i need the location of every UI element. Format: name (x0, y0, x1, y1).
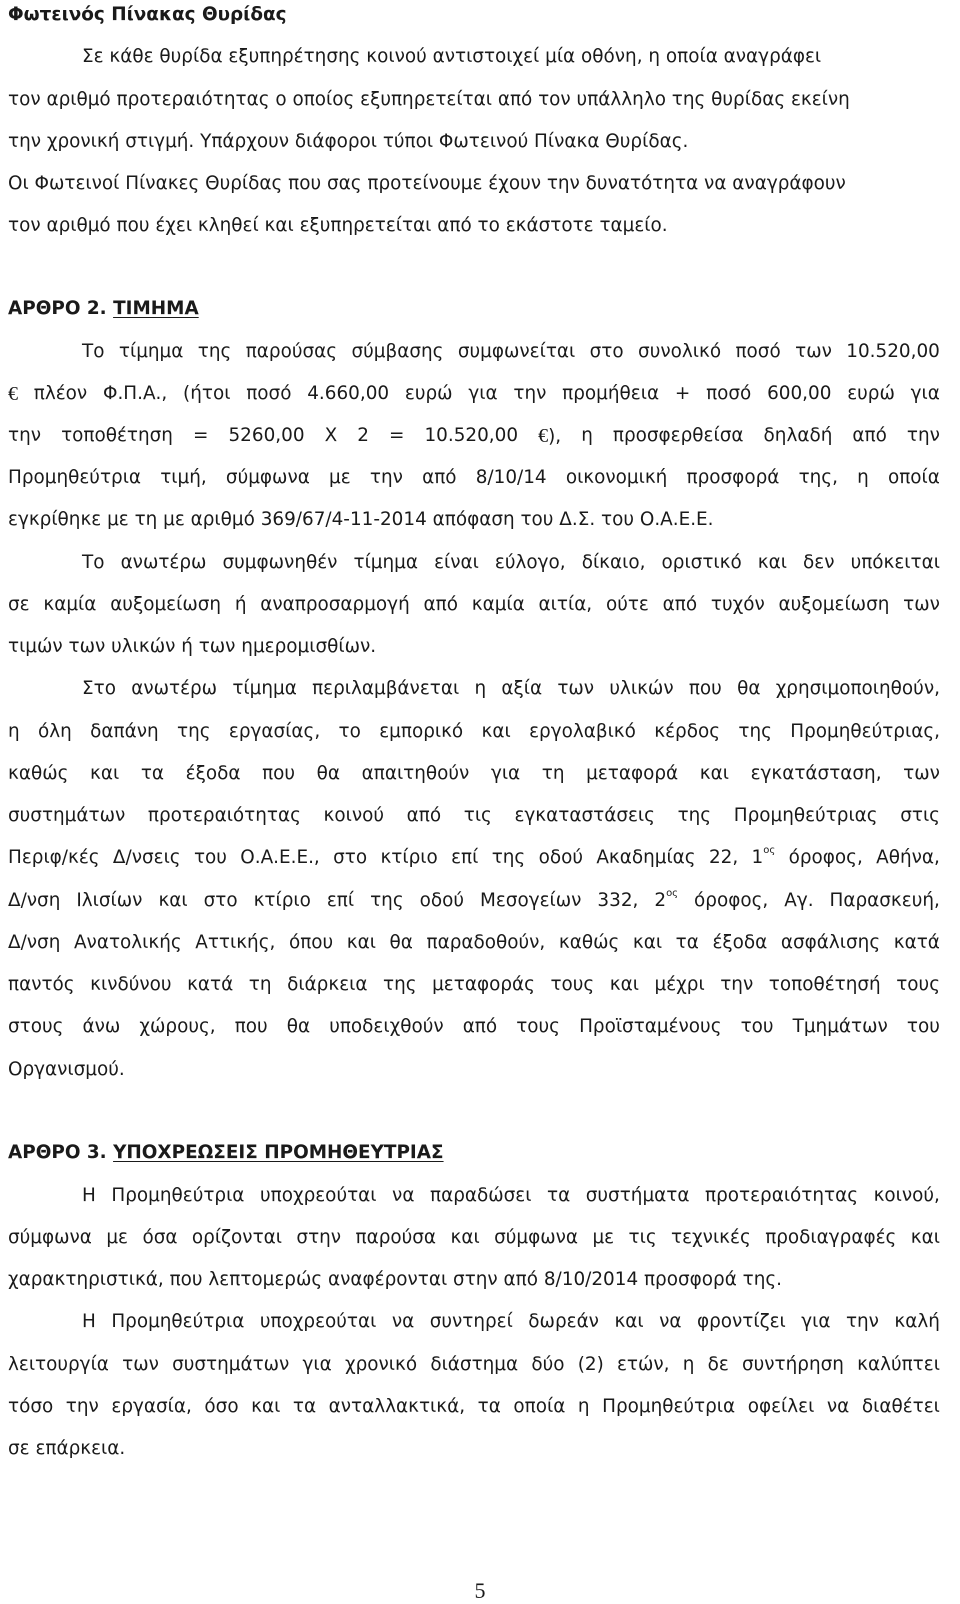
word: για (490, 763, 521, 784)
word: αυξομείωση (778, 594, 890, 615)
last-line: σε επάρκεια. (8, 1438, 126, 1459)
word: οποία (887, 467, 940, 488)
word: σε (8, 594, 30, 615)
word: καλύπτει (857, 1354, 940, 1375)
word: συντηρεί (429, 1311, 513, 1332)
justified-line (8, 340, 940, 364)
word: €), (538, 425, 562, 447)
word: αξία (501, 678, 543, 699)
justified-line (8, 720, 940, 744)
word: κινδύνου (90, 974, 172, 995)
word: Το (82, 341, 105, 362)
word: των (795, 341, 832, 362)
word: οικονομική (565, 467, 668, 488)
word: επί (326, 890, 355, 911)
word: με (106, 1227, 129, 1248)
word: στην (296, 1227, 342, 1248)
word: συστημάτων (172, 1354, 290, 1375)
justified-line (8, 1353, 940, 1377)
justified-line (8, 973, 940, 997)
word: Στο (82, 678, 116, 699)
word: Ιλισίων (76, 890, 143, 911)
word: και (158, 890, 188, 911)
word: Δ/νση (8, 932, 61, 953)
justified-line (8, 1015, 940, 1039)
article-3-heading (8, 1141, 940, 1165)
word: τα (675, 932, 699, 953)
word: μεταφορά (586, 763, 679, 784)
word: τίμημα (232, 678, 297, 699)
word: τους (550, 974, 595, 995)
word: Προμηθεύτρια (111, 1311, 245, 1332)
word: την (8, 425, 42, 446)
word: Η (82, 1185, 96, 1206)
word: τίμημα (118, 341, 184, 362)
word: Ο.Α.Ε.Ε., (240, 847, 320, 868)
word: χώρους, (139, 1016, 216, 1037)
word: σύμβασης (351, 341, 444, 362)
word: έξοδα (712, 932, 768, 953)
word: τα (547, 1185, 571, 1206)
word: οδού (538, 847, 583, 868)
word: όσο (204, 1396, 239, 1417)
word: Προμηθεύτριας (733, 805, 878, 826)
word: $1^{o\varsigma}$ (751, 845, 776, 868)
word: εργασίας, (228, 721, 321, 742)
word: ετών, (616, 1354, 670, 1375)
word: της (197, 341, 232, 362)
word: η (857, 467, 869, 488)
word: να (659, 1311, 682, 1332)
word: την (845, 1311, 879, 1332)
word: Το (82, 552, 105, 573)
word: παρούσας (245, 341, 338, 362)
word: τίμημα (353, 552, 418, 573)
intro-line: Οι Φωτεινοί Πίνακες Θυρίδας που σας προτείνουμε έχουν την δυνατότητα να αναγράφουν (8, 173, 846, 194)
word: η (577, 1396, 590, 1417)
word: από (423, 594, 458, 615)
word: συμφωνηθέν (222, 552, 338, 573)
last-line: Οργανισμού. (8, 1059, 125, 1080)
article-3-label: ΑΡΘΡΟ 3. (8, 1142, 107, 1163)
word: προσφορά (686, 467, 780, 488)
word: από (422, 467, 457, 488)
word: αιτία, (538, 594, 593, 615)
word: του (906, 1016, 940, 1037)
word: κοινού (323, 805, 385, 826)
word: θα (389, 932, 413, 953)
word: υλικών (609, 678, 674, 699)
word: 332, (597, 890, 639, 911)
word: Προμηθεύτριας, (790, 721, 940, 742)
last-line: χαρακτηριστικά, που λεπτομερώς αναφέρονται στην από 8/10/2014 προσφορά της. (8, 1269, 783, 1290)
word: με (329, 467, 351, 488)
word: η (581, 425, 593, 446)
justified-line (8, 889, 940, 913)
word: σύμφωνα (225, 467, 310, 488)
justified-line (8, 382, 940, 407)
word: την (369, 467, 403, 488)
word: Παρασκευή, (829, 890, 940, 911)
word: υπόκειται (850, 552, 940, 573)
word: $2^{o\varsigma}$ (654, 888, 679, 911)
word: την (65, 1396, 99, 1417)
word: για (801, 1311, 831, 1332)
justified-line (8, 677, 940, 701)
word: εγκαταστάσεις (514, 805, 655, 826)
word: τοποθέτηση (61, 425, 173, 446)
intro-line: τον αριθμό προτεραιότητας ο οποίος εξυπηρετείται από τον υπάλληλο της θυρίδας εκείνη (8, 89, 850, 110)
word: δηλαδή (763, 425, 833, 446)
word: καθώς (8, 763, 69, 784)
word: για (468, 383, 498, 404)
word: ορίζονται (191, 1227, 282, 1248)
word: την (513, 383, 547, 404)
word: κτίριο (380, 847, 438, 868)
word: τυχόν (710, 594, 765, 615)
word: να (392, 1185, 415, 1206)
word: χρονικό (344, 1354, 418, 1375)
word: Ακαδημίας (596, 847, 696, 868)
justified-line (8, 762, 940, 786)
word: όπου (288, 932, 334, 953)
intro-line: τον αριθμό που έχει κληθεί και εξυπηρετείται από το εκάστοτε ταμείο. (8, 215, 668, 236)
word: κοινού, (873, 1185, 940, 1206)
word: για (302, 1354, 332, 1375)
word: και (481, 721, 511, 742)
word: τα (140, 763, 165, 784)
word: ευρώ (404, 383, 453, 404)
word: Προμηθεύτρια (111, 1185, 245, 1206)
word: της (370, 890, 404, 911)
word: + (674, 383, 691, 404)
word: παραδώσει (430, 1185, 532, 1206)
word: της (491, 847, 526, 868)
word: της (383, 974, 417, 995)
word: τους (516, 1016, 560, 1037)
word: σύμφωνα (494, 1227, 579, 1248)
word: καμία (43, 594, 97, 615)
word: το (338, 721, 361, 742)
word: (2) (577, 1354, 604, 1375)
word: περιλαμβάνεται (312, 678, 460, 699)
word: 600,00 (767, 383, 832, 404)
word: καμία (471, 594, 525, 615)
word: που (262, 763, 296, 784)
word: συστημάτων (8, 805, 126, 826)
word: αναπροσαρμογή (260, 594, 410, 615)
word: φροντίζει (696, 1311, 786, 1332)
word: υποδειχθούν (329, 1016, 444, 1037)
word: παρούσα (355, 1227, 437, 1248)
word: έξοδα (185, 763, 241, 784)
word: κατά (187, 974, 234, 995)
word: να (391, 1311, 415, 1332)
article-2-label: ΑΡΘΡΟ 2. (8, 298, 107, 319)
word: θα (737, 678, 761, 699)
word: (ήτοι (183, 383, 231, 404)
word: € (8, 383, 18, 405)
word: οδού (419, 890, 465, 911)
word: της (177, 721, 211, 742)
word: Αττικής, (195, 932, 276, 953)
word: ποσό (706, 383, 752, 404)
word: είναι (434, 552, 479, 573)
page-number: 5 (474, 1578, 486, 1603)
word: ανωτέρω (131, 678, 218, 699)
word: στο (203, 890, 238, 911)
section-heading: Φωτεινός Πίνακας Θυρίδας (8, 4, 287, 25)
word: διάστημα (430, 1354, 519, 1375)
word: εγκατάσταση, (750, 763, 882, 784)
article-2-heading (8, 297, 940, 321)
word: ποσό (735, 341, 781, 362)
word: του (740, 1016, 774, 1037)
word: και (614, 1311, 644, 1332)
word: άνω (82, 1016, 121, 1037)
word: στο (589, 341, 624, 362)
word: και (450, 1227, 480, 1248)
word: οποία (513, 1396, 566, 1417)
word: και (346, 932, 376, 953)
word: και (609, 974, 639, 995)
word: συνολικό (638, 341, 722, 362)
word: Η (82, 1311, 96, 1332)
word: 10.520,00 (846, 341, 940, 362)
word: υποχρεούται (259, 1185, 377, 1206)
justified-line (8, 931, 940, 955)
word: και (632, 932, 663, 953)
word: 2 (357, 425, 369, 446)
word: τιμή, (160, 467, 207, 488)
word: Χ (324, 425, 338, 446)
word: και (699, 763, 729, 784)
last-line: εγκρίθηκε με τη με αριθμό 369/67/4-11-2014 απόφαση του Δ.Σ. του Ο.Α.Ε.Ε. (8, 509, 714, 530)
word: 5260,00 (228, 425, 305, 446)
word: στο (333, 847, 368, 868)
word: Τμημάτων (792, 1016, 888, 1037)
word: χρησιμοποιηθούν, (775, 678, 940, 699)
word: Αθήνα, (876, 847, 940, 868)
word: η (474, 678, 487, 699)
word: κατά (893, 932, 940, 953)
word: εμπορικό (379, 721, 464, 742)
word: Μεσογείων (480, 890, 582, 911)
word: και (910, 1227, 940, 1248)
word: επί (451, 847, 479, 868)
word: τη (248, 974, 272, 995)
word: μέχρι (654, 974, 705, 995)
word: όροφος, (788, 847, 863, 868)
word: των (557, 678, 595, 699)
word: τόσο (8, 1396, 54, 1417)
intro-line: την χρονική στιγμή. Υπάρχουν διάφοροι τύποι Φωτεινού Πίνακα Θυρίδας. (8, 131, 689, 152)
word: στους (8, 1016, 64, 1037)
word: συμφωνείται (457, 341, 576, 362)
word: και (251, 1396, 281, 1417)
word: εργασία, (111, 1396, 192, 1417)
word: προδιαγραφές (765, 1227, 897, 1248)
word: και (757, 552, 787, 573)
word: παντός (8, 974, 75, 995)
word: παραδοθούν, (426, 932, 546, 953)
word: 22, (708, 847, 739, 868)
justified-line (8, 804, 940, 828)
word: 8/10/14 (475, 467, 547, 488)
word: Προμηθεύτρια (8, 467, 142, 488)
word: τις (628, 1227, 657, 1248)
word: από (462, 1016, 498, 1037)
word: εργολαβικό (529, 721, 636, 742)
word: απαιτηθούν (361, 763, 470, 784)
word: της, (798, 467, 838, 488)
word: η (8, 721, 20, 742)
word: ανταλλακτικά, (328, 1396, 466, 1417)
word: τοποθέτησή (768, 974, 881, 995)
word: Ανατολικής (73, 932, 182, 953)
word: δε (707, 1354, 729, 1375)
word: ευρώ (847, 383, 895, 404)
word: θα (316, 763, 341, 784)
justified-line (8, 1184, 940, 1208)
justified-line (8, 593, 940, 617)
word: που (688, 678, 722, 699)
word: δίκαιο, (581, 552, 646, 573)
word: Περιφ/κές (8, 847, 100, 868)
word: την (906, 425, 940, 446)
justified-line (8, 1310, 940, 1334)
word: Προϊσταμένους (579, 1016, 722, 1037)
word: ποσό (246, 383, 292, 404)
justified-line (8, 846, 940, 870)
word: = (193, 425, 209, 446)
word: τεχνικές (671, 1227, 751, 1248)
word: κτίριο (253, 890, 311, 911)
last-line: τιμών των υλικών ή των ημερομισθίων. (8, 636, 377, 657)
word: όροφος, (694, 890, 769, 911)
word: των (903, 763, 940, 784)
word: πλέον (33, 383, 88, 404)
word: σύμφωνα (8, 1227, 92, 1248)
word: διαθέτει (861, 1396, 940, 1417)
word: θα (286, 1016, 311, 1037)
justified-line (8, 1395, 940, 1419)
word: προτεραιότητας (147, 805, 301, 826)
word: ανωτέρω (120, 552, 207, 573)
word: διάρκεια (287, 974, 368, 995)
word: ή (234, 594, 247, 615)
word: δύο (531, 1354, 565, 1375)
word: Φ.Π.Α., (102, 383, 168, 404)
word: ασφάλισης (780, 932, 881, 953)
word: τα (477, 1396, 501, 1417)
word: των (903, 594, 940, 615)
word: συντήρηση (741, 1354, 844, 1375)
article-2-title: ΤΙΜΗΜΑ (113, 298, 199, 319)
justified-line (8, 1226, 940, 1250)
word: από (406, 805, 442, 826)
word: τα (292, 1396, 317, 1417)
word: τους (896, 974, 940, 995)
word: οφείλει (747, 1396, 815, 1417)
word: από (852, 425, 887, 446)
word: στις (900, 805, 940, 826)
justified-line (8, 551, 940, 575)
justified-line (8, 466, 940, 490)
word: 10.520,00 (424, 425, 519, 446)
word: προσφερθείσα (612, 425, 744, 446)
word: συστήματα (585, 1185, 690, 1206)
justified-line (8, 424, 940, 449)
word: κέρδος (654, 721, 721, 742)
word: 4.660,00 (307, 383, 390, 404)
word: καθώς (558, 932, 620, 953)
word: αυξομείωση (110, 594, 222, 615)
word: όλη (38, 721, 72, 742)
word: η (682, 1354, 695, 1375)
article-3-title: ΥΠΟΧΡΕΩΣΕΙΣ ΠΡΟΜΗΘΕΥΤΡΙΑΣ (113, 1142, 444, 1163)
word: δεν (803, 552, 835, 573)
word: προτεραιότητας (705, 1185, 859, 1206)
word: μεταφοράς (432, 974, 535, 995)
word: και (90, 763, 120, 784)
word: Δ/νση (8, 890, 61, 911)
word: Αγ. (784, 890, 814, 911)
word: των (122, 1354, 159, 1375)
word: ούτε (605, 594, 649, 615)
word: οριστικό (661, 552, 742, 573)
word: προμήθεια (562, 383, 660, 404)
word: που (234, 1016, 268, 1037)
word: με (592, 1227, 615, 1248)
word: εύλογο, (494, 552, 566, 573)
word: δωρεάν (528, 1311, 599, 1332)
word: όσα (142, 1227, 178, 1248)
word: Προμηθεύτρια (602, 1396, 736, 1417)
word: Δ/νσεις (112, 847, 181, 868)
word: λειτουργία (8, 1354, 109, 1375)
word: την (720, 974, 754, 995)
word: τη (541, 763, 565, 784)
word: υποχρεούται (259, 1311, 377, 1332)
word: για (910, 383, 940, 404)
word: της (738, 721, 772, 742)
word: να (826, 1396, 850, 1417)
word: τις (463, 805, 492, 826)
word: δαπάνη (90, 721, 159, 742)
intro-line: Σε κάθε θυρίδα εξυπηρέτησης κοινού αντιστοιχεί μία οθόνη, η οποία αναγράφει (82, 46, 822, 67)
word: = (388, 425, 405, 446)
word: από (662, 594, 698, 615)
word: της (677, 805, 712, 826)
word: καλή (894, 1311, 940, 1332)
word: του (193, 847, 227, 868)
